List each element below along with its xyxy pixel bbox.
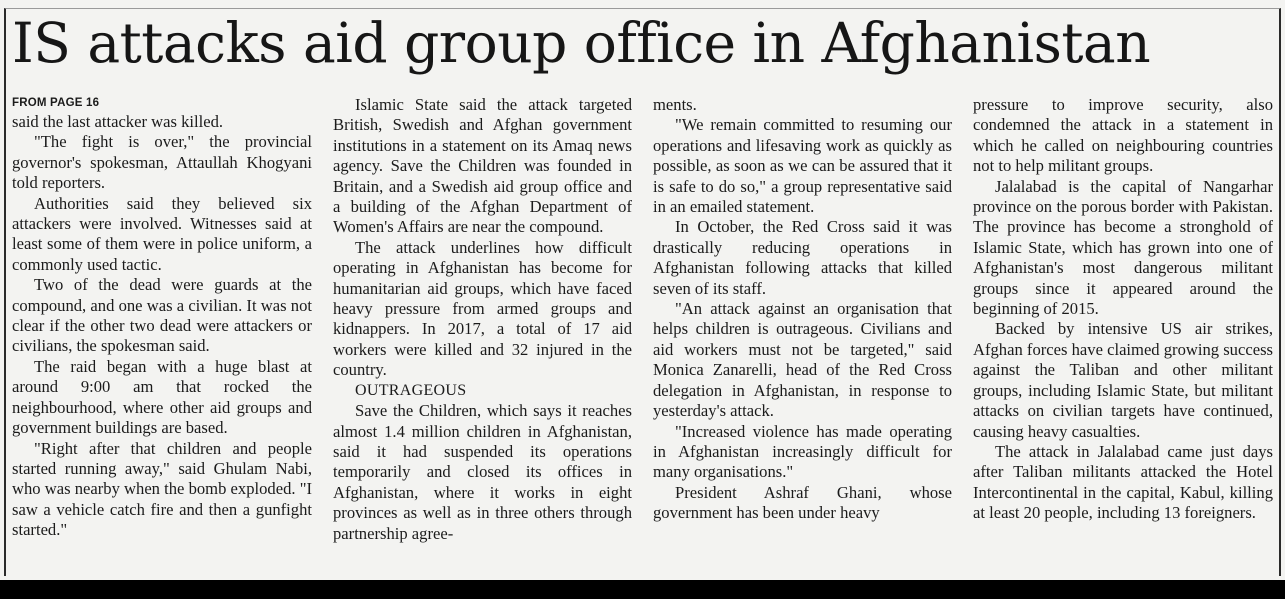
paragraph: "An attack against an organisation that helps children is outrageous. Civilians and aid workers must not be targeted," said Monica Zanarelli, head of the Red Cross delegation in Afghanistan, in response to yesterday's attack. <box>653 299 952 421</box>
paragraph: ments. <box>653 95 697 114</box>
paragraph: Two of the dead were guards at the compound, and one was a civilian. It was not clear if the other two dead were attackers or civilians, the spokesman said. <box>12 275 312 356</box>
paragraph: "Right after that children and people started running away," said Ghulam Nabi, who was nearby when the bomb exploded. "I saw a vehicle catch fire and then a gunfight started." <box>12 438 312 540</box>
article-column-2 <box>333 95 632 581</box>
paragraph: "Increased violence has made operating in Afghanistan increasingly difficult for many organisations." <box>653 421 952 482</box>
bottom-black-bar <box>0 580 1285 599</box>
paragraph: pressure to improve security, also condemned the attack in a statement in which he called on neighbouring countries not to help militant groups. <box>973 95 1273 176</box>
paragraph: said the last attacker was killed. <box>12 112 224 131</box>
paragraph: Islamic State said the attack targeted British, Swedish and Afghan government institutions in a statement on its Amaq news agency. Save the Children was founded in Britain, and a Swedish aid group office and a building of the Afghan Department of Women's Affairs are near the compound. <box>333 95 632 237</box>
paragraph: The attack in Jalalabad came just days after Taliban militants attacked the Hotel Intercontinental in the capital, Kabul, killing at least 20 people, including 13 foreigners. <box>973 441 1273 523</box>
paragraph: Jalalabad is the capital of Nangarhar province on the porous border with Pakistan. The province has become a stronghold of Islamic State, which has grown into one of Afghanistan's most dangerous militant groups since it appeared around the beginning of 2015. <box>973 176 1273 319</box>
continuation-kicker: FROM PAGE 16 <box>12 97 100 109</box>
paragraph: The raid began with a huge blast at around 9:00 am that rocked the neighbourhood, where other aid groups and government buildings are based. <box>12 356 312 438</box>
headline: IS attacks aid group office in Afghanistan <box>12 11 1151 75</box>
article-column-3 <box>653 95 952 581</box>
article-column-4 <box>973 95 1273 581</box>
paragraph: President Ashraf Ghani, whose government has been under heavy <box>653 482 952 523</box>
paragraph: The attack underlines how difficult operating in Afghanistan has become for humanitarian aid groups, which have faced heavy pressure from armed groups and kidnappers. In 2017, a total of 17 aid workers were killed and 32 injured in the country. <box>333 237 632 380</box>
paragraph: Backed by intensive US air strikes, Afghan forces have claimed growing success against the Taliban and other militant groups, including Islamic State, but militant attacks on civilian targets have continued, causing heavy casualties. <box>973 319 1273 441</box>
paragraph: "We remain committed to resuming our operations and lifesaving work as quickly as possible, as soon as we can be assured that it is safe to do so," a group representative said in an emailed statement. <box>653 115 952 217</box>
paragraph: Save the Children, which says it reaches almost 1.4 million children in Afghanistan, said it had suspended its operations temporarily and closed its offices in Afghanistan, where it works in eight provinces as well as in three others through partnership agree- <box>333 401 632 543</box>
paragraph: "The fight is over," the provincial governor's spokesman, Attaullah Khogyani told reporters. <box>12 132 312 193</box>
paragraph: In October, the Red Cross said it was drastically reducing operations in Afghanistan following attacks that killed seven of its staff. <box>653 217 952 298</box>
subheading: OUTRAGEOUS <box>355 381 467 399</box>
article-column-1 <box>12 95 312 581</box>
paragraph: Authorities said they believed six attackers were involved. Witnesses said at least some of them were in police uniform, a commonly used tactic. <box>12 193 312 274</box>
